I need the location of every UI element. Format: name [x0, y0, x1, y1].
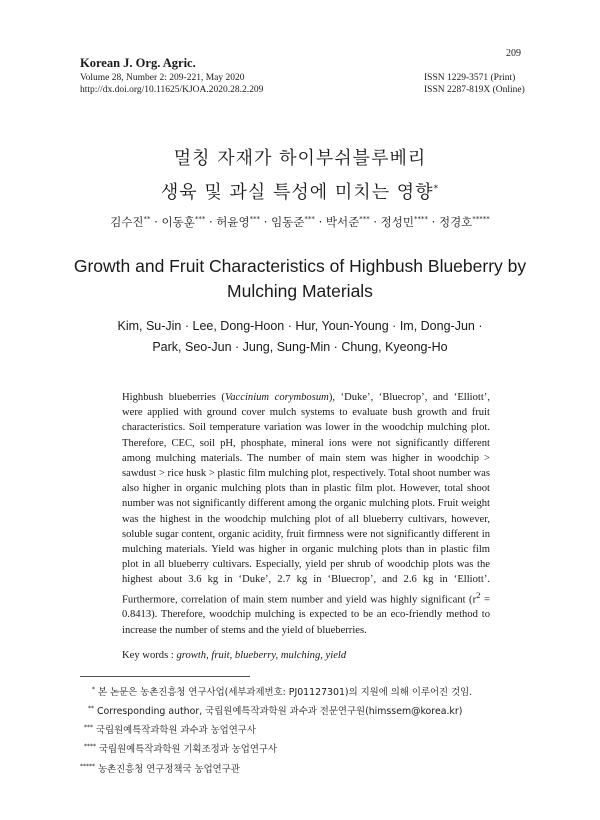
footnote	[80, 720, 540, 739]
separator: ·	[208, 215, 213, 229]
footnote-mark: ***	[84, 724, 93, 732]
author-name: 정성민	[380, 215, 414, 229]
footnote-text: 농촌진흥청 연구정책국 농업연구관	[97, 763, 240, 775]
english-title	[60, 254, 540, 304]
author-mark: ***	[249, 215, 261, 224]
author-name: 정경호	[438, 215, 473, 229]
title-footnote-mark: *	[433, 184, 440, 194]
footnote-mark: **	[88, 705, 94, 713]
author-mark: ****	[414, 215, 428, 224]
separator: ·	[431, 215, 436, 229]
separator: ·	[373, 215, 378, 229]
keywords-terms: growth, fruit, blueberry, mulching, yield	[176, 650, 347, 661]
english-authors-line1: Kim, Su-Jin · Lee, Dong-Hoon · Hur, Youn-Young · Im, Dong-Jun ·	[117, 319, 483, 333]
korean-authors	[0, 214, 600, 230]
author-name: 박서준	[325, 215, 360, 229]
author-name: 이동훈	[161, 215, 195, 229]
footnote-text: 국립원예특작과학원 기획조정과 농업연구사	[98, 744, 278, 756]
footnote	[80, 682, 540, 701]
english-title-line2: Mulching Materials	[227, 281, 373, 301]
volume-line: Volume 28, Number 2: 209-221, May 2020	[80, 73, 245, 83]
author-mark: ***	[359, 215, 370, 224]
footnote	[80, 739, 540, 758]
korean-title-line2-wrap	[0, 174, 600, 208]
keywords	[122, 650, 346, 661]
separator: ·	[318, 215, 323, 229]
korean-title-line1: 멀칭 자재가 하이부쉬블루베리	[173, 148, 427, 169]
journal-meta	[80, 72, 263, 96]
abstract	[122, 390, 490, 638]
english-authors-line2: Park, Seo-Jun · Jung, Sung-Min · Chung, Kyeong-Ho	[152, 340, 448, 354]
issn-online: ISSN 2287-819X (Online)	[424, 85, 525, 95]
footnotes	[80, 682, 540, 778]
species-name: Vaccinium corymbosum	[224, 392, 329, 403]
author-name: 김수진	[110, 215, 144, 229]
footnote-text: 본 논문은 농촌진흥청 연구사업(세부과제번호: PJ01127301)의 지원에 의해 이루어진 것임.	[97, 687, 473, 699]
english-authors	[60, 316, 540, 358]
author-mark: **	[143, 215, 151, 224]
author-mark: ***	[194, 215, 206, 224]
footnote-text: Corresponding author, 국립원예특작과학원 과수과 전문연구원(himssem@korea.kr)	[96, 706, 463, 718]
abstract-text-start: Highbush blueberries (	[122, 392, 225, 403]
korean-title	[0, 144, 600, 208]
footnote-text: 국립원예특작과학원 과수과 농업연구사	[95, 725, 256, 737]
author-mark: *****	[472, 215, 490, 224]
footnote	[80, 759, 540, 778]
footnote-divider	[80, 676, 250, 677]
footnote-mark: *****	[80, 762, 95, 770]
footnote-mark: ****	[84, 743, 96, 751]
separator: ·	[154, 215, 158, 229]
abstract-text-body: ), ‘Duke’, ‘Bluecrop’, and ‘Elliott’, were applied with ground cover mulch systems to evaluate bush growth and fruit characteristics. Soil temperature variation was lower in the woodchip mulching plot. Therefore, CEC, soil pH, phosphate, mineral ions were not significantly different among mulching materials. The number of main stem was higher in woodchip > sawdust > rice husk > plastic film mulching plot, respectively. Total shoot number was also higher in organic mulching plots than in plastic film plot. However, total shoot number was not significantly different among the organic mulching plots. Fruit weight was the highest in the woodchip mulching plot of all blueberry cultivars, however, soluble sugar content, organic acidity, fruit firmness were not significantly different in mulching materials. Yield was higher in organic mulching plots than in plastic film plot in all blueberry cultivars. Especially, yield per shrub of woodchip plots was the highest about 3.6 kg in ‘Duke’, 2.7 kg in ‘Bluecrop’, and 2.6 kg in ‘Elliott’. Furthermore, correlation of main stem number and yield was highly significant (r	[122, 392, 490, 606]
author-name: 허윤영	[216, 215, 250, 229]
abstract-text-end: = 0.8413). Therefore, woodchip mulching is expected to be an eco-friendly method to increase the number of stems and the yield of blueberries.	[122, 594, 491, 636]
english-title-line1: Growth and Fruit Characteristics of Highbush Blueberry by	[73, 256, 527, 276]
author-name: 임동준	[271, 215, 305, 229]
journal-name: Korean J. Org. Agric.	[80, 56, 196, 70]
r-squared-exponent: 2	[476, 589, 481, 600]
separator: ·	[263, 215, 268, 229]
doi-link[interactable]: http://dx.doi.org/10.11625/KJOA.2020.28.2.209	[80, 85, 264, 95]
footnote-mark: *	[92, 686, 95, 693]
keywords-label: Key words :	[122, 650, 174, 661]
author-mark: ***	[304, 215, 315, 224]
footnote	[80, 701, 540, 720]
korean-title-line2: 생육 및 과실 특성에 미치는 영향	[160, 182, 434, 203]
issn-print: ISSN 1229-3571 (Print)	[424, 73, 516, 83]
page-number: 209	[506, 48, 521, 59]
issn-block	[424, 72, 525, 96]
